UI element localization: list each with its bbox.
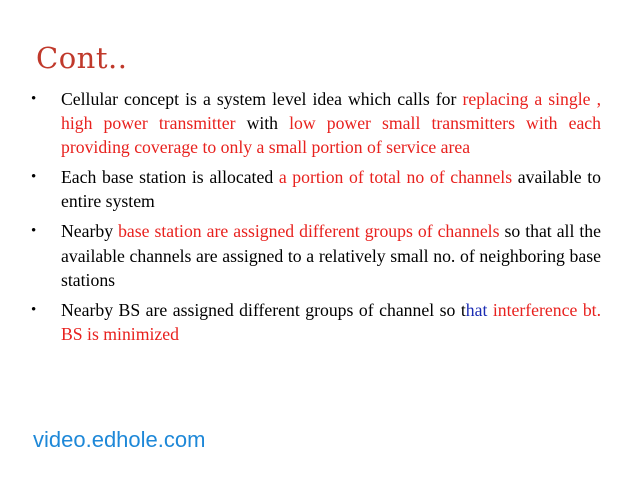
- bullet-item: [30, 165, 601, 213]
- bullet-text-segment: Cellular concept is a system level idea which calls for: [61, 89, 463, 109]
- bullet-text-segment: hat: [465, 299, 488, 320]
- bullet-text-segment: interference bt. BS is minimized: [61, 299, 601, 344]
- bullet-dot-icon: •: [31, 301, 37, 318]
- bullet-text-segment: with: [235, 113, 290, 134]
- bullet-text-segment: a portion of total no of channels: [278, 167, 513, 188]
- bullet-item: [30, 87, 601, 159]
- bullet-dot-icon: •: [31, 91, 37, 107]
- bullet-text-segment: available to entire system: [61, 167, 601, 212]
- footer-watermark: video.edhole.com: [33, 427, 206, 452]
- bullet-item: [30, 298, 601, 346]
- bullet-text-segment: Nearby: [61, 221, 119, 242]
- bullet-item: [30, 219, 601, 291]
- bullet-dot-icon: •: [31, 169, 37, 186]
- bullet-text-segment: base station are assigned different groups of channels: [118, 221, 500, 242]
- slide-title: Cont..: [36, 41, 128, 75]
- bullet-text-segment: so that all the available channels are assigned to a relatively small no. of neighboring base stations: [61, 221, 601, 290]
- bullet-dot-icon: •: [31, 223, 37, 240]
- bullet-text-segment: Nearby BS are assigned different groups of channel so t: [61, 299, 466, 320]
- bullet-text-segment: replacing a single , high power transmitter: [61, 89, 601, 134]
- bullet-list: [30, 87, 601, 352]
- bullet-text-segment: low power small transmitters with each providing coverage to only a small portion of service area: [61, 113, 601, 158]
- bullet-text-segment: Each base station is allocated: [61, 167, 279, 188]
